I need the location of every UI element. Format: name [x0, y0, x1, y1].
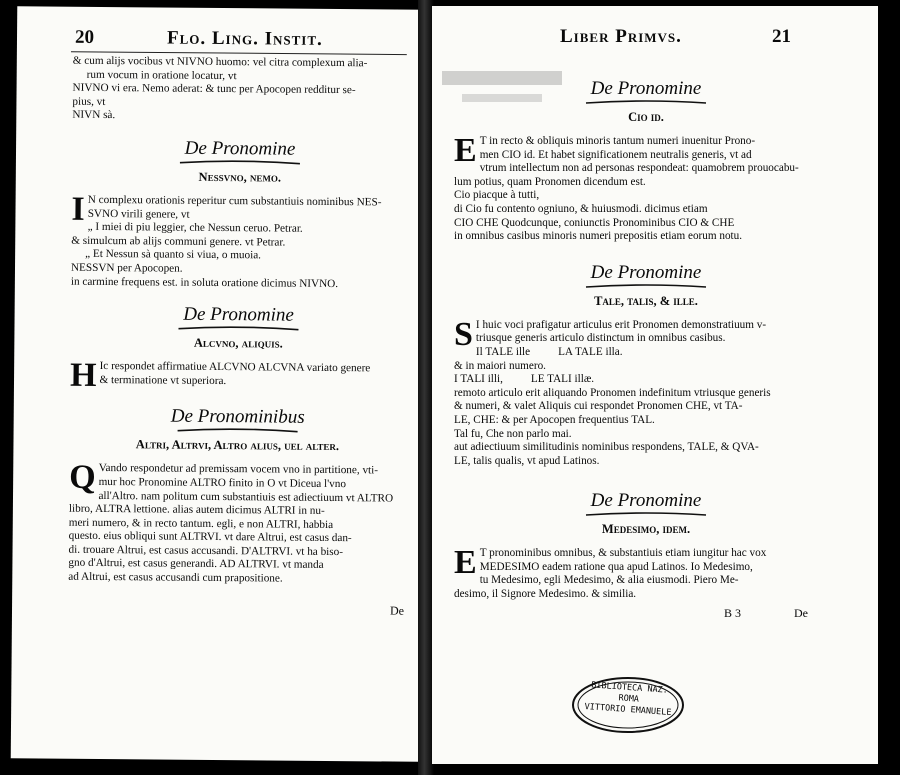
stamp-line: BIBLIOTECA NAZ. — [590, 680, 669, 696]
drop-cap: S — [454, 315, 473, 353]
text-line: questo. eius obliqui sunt ALTRVI. vt dare Altrui, est casus dan- — [68, 529, 352, 545]
section-subheading: Tale, talis, & ille. — [594, 293, 698, 308]
section-subheading: Altri, Altrvi, Altro alius, uel alter. — [135, 437, 340, 454]
text-line: desimo, il Signore Medesimo. & similia. — [454, 588, 637, 601]
left-page-number: 20 — [74, 26, 95, 48]
paragraph — [454, 132, 838, 244]
text-line: NIVN sà. — [72, 109, 116, 122]
text-line: & simulcum ab alijs communi genere. vt Petrar. — [71, 234, 286, 249]
catchword: De — [389, 603, 405, 618]
text-line: I TALI illi, LE TALI illæ. — [454, 373, 595, 386]
text-line: LE, CHE: & per Apocopen frequentius TAL. — [454, 413, 655, 426]
text-line: di Cio fu contento ogniuno, & huiusmodi. dicimus etiam — [454, 202, 708, 215]
text-line: remoto articulo erit aliquando Pronomen indefinitum vtriusque generis — [454, 386, 771, 399]
paragraph — [68, 459, 405, 587]
text-line: lum potius, quam Pronomen dicendum est. — [454, 175, 646, 188]
drop-cap: E — [454, 132, 477, 169]
text-line: LE, talis qualis, vt apud Latinos. — [454, 454, 600, 467]
text-line: & numeri, & valet Aliquis cui respondet Pronomen CHE, vt TA- — [454, 400, 743, 413]
text-line: triusque generis articulo distinctum in omnibus casibus. — [475, 332, 726, 345]
right-page-number: 21 — [772, 26, 791, 47]
text-line: pius, vt — [72, 95, 106, 108]
right-running-title: Liber Primvs. — [560, 26, 682, 47]
text-line: T pronominibus omnibus, & substantiuis etiam iungitur hac vox — [479, 547, 767, 560]
text-line: vtrum intellectum non ad personas respondeat: quamobrem prouocabu- — [479, 162, 799, 175]
text-line: tu Medesimo, egli Medesimo, & alia eiusmodi. Piero Me- — [479, 574, 739, 587]
section-heading: De Pronomine — [590, 261, 702, 283]
text-line: in carmine frequens est. in soluta oratione dicimus NIVNO. — [70, 275, 339, 290]
text-line: Ic respondet affirmatiue ALCVNO ALCVNA variato genere — [99, 360, 371, 375]
catchword: De — [794, 605, 808, 620]
section-subheading: Nessvno, nemo. — [198, 169, 282, 185]
text-line: I huic voci prafigatur articulus erit Pronomen demonstratiuum v- — [475, 318, 767, 331]
library-stamp — [570, 674, 686, 736]
text-line: NIVNO vi era. Nemo aderat: & tunc per Apocopen redditur se- — [72, 81, 356, 97]
section-subheading: Medesimo, idem. — [601, 522, 691, 537]
text-line: NESSVN per Apocopen. — [70, 261, 183, 275]
drop-cap: I — [71, 190, 85, 228]
text-line: & in maiori numero. — [454, 359, 546, 372]
text-line: & cum alijs vocibus vt NIVNO huomo: vel citra complexum alia- — [72, 54, 368, 70]
drop-cap: Q — [69, 459, 96, 497]
text-line: all'Altro. nam politum cum substantiuis est adiectiuum vt ALTRO — [98, 489, 394, 505]
text-line: ad Altrui, est casus accusandi cum prapositione. — [68, 570, 283, 585]
right-running-head — [432, 24, 878, 50]
text-line: rum vocum in oratione locatur, vt — [86, 68, 237, 82]
section-subheading: Alcvno, aliquis. — [193, 335, 283, 351]
left-text-block — [68, 55, 409, 619]
text-line: CIO CHE Quodcunque, coniunctis Pronominibus CIO & CHE — [454, 216, 735, 229]
section-heading: De Pronomine — [590, 78, 702, 99]
text-line: libro, ALTRA lettione. alias autem dicimus ALTRI in nu- — [68, 502, 325, 518]
text-line: aut adiectiuum similitudinis nominibus respondens, TALE, & QVA- — [454, 441, 759, 454]
text-line: gno d'Altrui, est casus generandi. AD ALTRVI. vt manda — [68, 557, 324, 572]
stamp-line: ROMA — [618, 693, 640, 705]
left-running-head — [17, 24, 425, 54]
page-footer — [454, 606, 838, 626]
text-line: „ I miei di piu leggier, che Nessun ceruo. Petrar. — [87, 221, 303, 235]
section-heading: De Pronomine — [590, 490, 702, 512]
signature-mark: B 3 — [724, 605, 742, 620]
text-line: men CIO id. Et habet significationem neutralis generis, vt ad — [479, 148, 752, 161]
text-line: T in recto & obliquis minoris tantum numeri inuenitur Prono- — [479, 135, 756, 147]
text-line: in omnibus casibus minoris numeri prepositis etiam eorum notu. — [454, 230, 743, 243]
paragraph — [454, 544, 838, 601]
text-line: meri numero, & in recto tantum. egli, e non ALTRI, habbia — [68, 516, 334, 531]
right-page — [432, 6, 878, 764]
text-line: „ Et Nessun sà quanto si viua, o muoia. — [85, 248, 262, 262]
section-subheading: Cio id. — [628, 110, 664, 124]
text-line: Vando respondetur ad premissam vocem vno in partitione, vti- — [98, 462, 379, 477]
left-page — [11, 6, 426, 762]
text-line: MEDESIMO eadem ratione qua apud Latinos. Io Medesimo, — [479, 560, 753, 573]
text-line: di. trouare Altrui, est casus accusandi. D'ALTRVI. vt ha biso- — [68, 543, 344, 558]
paragraph — [70, 190, 408, 292]
text-line: & terminatione vt superiora. — [99, 373, 227, 387]
section-heading: De Pronomine — [183, 303, 295, 326]
right-text-block — [454, 64, 838, 626]
text-line: Il TALE ille LA TALE illa. — [475, 345, 623, 358]
text-line: N complexu orationis reperitur cum substantiuis nominibus NES- — [87, 193, 382, 209]
paragraph — [69, 356, 406, 395]
section-heading: De Pronominibus — [170, 405, 305, 429]
section-heading: De Pronomine — [184, 137, 296, 160]
text-line: Tal fu, Che non parlo mai. — [454, 427, 572, 440]
left-running-title: Flo. Ling. Instit. — [166, 27, 323, 50]
text-line: mur hoc Pronomine ALTRO finito in O vt Diceua l'vno — [98, 475, 347, 491]
drop-cap: E — [454, 544, 477, 582]
drop-cap: H — [69, 356, 97, 395]
paragraph — [454, 315, 838, 469]
stamp-line: VITTORIO EMANUELE — [584, 701, 672, 719]
text-line: Cio piacque à tutti, — [454, 189, 540, 202]
text-line: SVNO virili genere, vt — [87, 207, 190, 221]
